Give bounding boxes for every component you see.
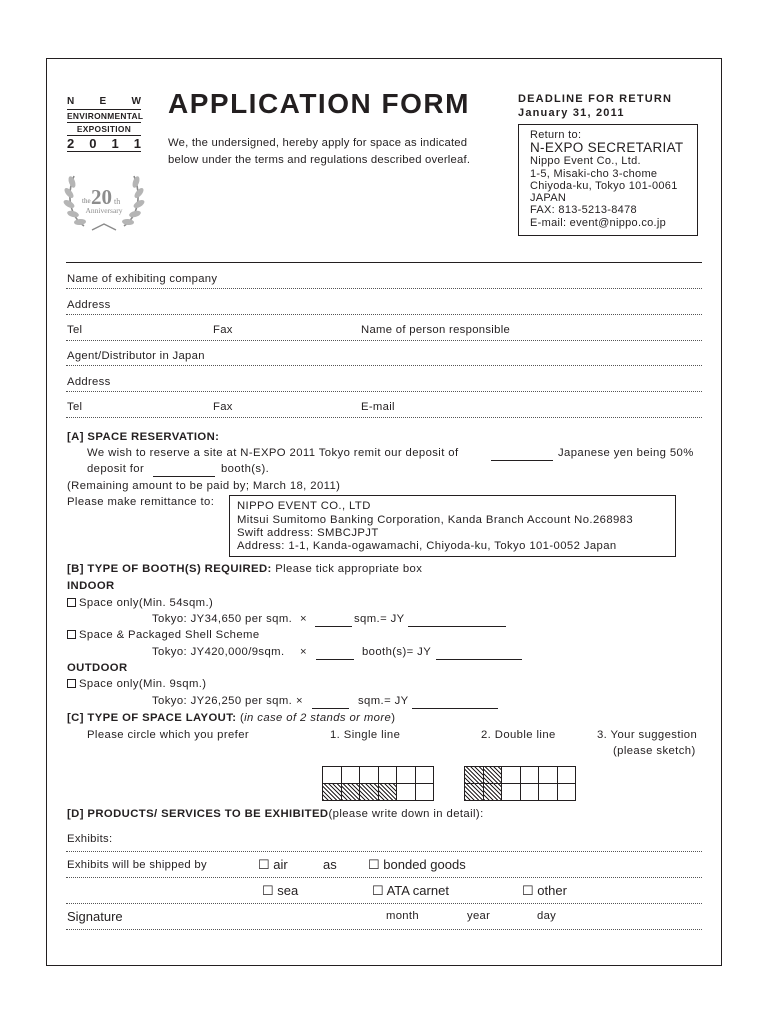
return-line: Chiyoda-ku, Tokyo 101-0061 (530, 180, 678, 192)
return-line: JAPAN (530, 192, 567, 204)
option-label: bonded goods (383, 857, 466, 872)
field-line (66, 340, 702, 341)
checkbox-icon[interactable]: ☐ (262, 883, 274, 898)
option-label: other (537, 883, 567, 898)
agent-field[interactable]: Agent/Distributor in Japan (67, 350, 205, 362)
return-label: Return to: (530, 129, 582, 141)
unit-label: sqm.= JY (354, 613, 405, 625)
field-line (66, 929, 702, 930)
remittance-label: Please make remittance to: (67, 496, 215, 508)
field-line (66, 262, 702, 263)
checkbox-icon[interactable]: ☐ (372, 883, 384, 898)
option-label: ATA carnet (386, 883, 449, 898)
section-a-line1-end: Japanese yen being 50% (558, 447, 694, 459)
option-label: air (273, 857, 288, 872)
anniversary-the: the (82, 197, 91, 205)
double-line-diagram (464, 766, 576, 801)
ship-ata-option[interactable] (372, 883, 449, 899)
logo-new (67, 96, 141, 107)
amount-blank[interactable] (436, 659, 522, 660)
times-sign: × (296, 695, 303, 707)
logo-letter: N (67, 96, 75, 107)
remittance-line: Mitsui Sumitomo Banking Corporation, Kanda Branch Account No.268983 (237, 514, 634, 526)
signature-month[interactable]: month (386, 910, 419, 922)
single-line-diagram (322, 766, 434, 801)
space-shell-option[interactable] (67, 629, 260, 641)
logo-letter: W (131, 96, 141, 107)
times-sign: × (300, 646, 307, 658)
remittance-line: Swift address: SMBCJPJT (237, 527, 379, 539)
section-b-note: Please tick appropriate box (271, 563, 423, 575)
checkbox-icon[interactable] (67, 598, 76, 607)
section-a-line3: (Remaining amount to be paid by; March 18, 2011) (67, 480, 341, 492)
logo-year-digit: 1 (133, 136, 141, 151)
signature-field[interactable]: Signature (67, 909, 123, 924)
return-line: E-mail: event@nippo.co.jp (530, 217, 667, 229)
space-only-outdoor-option[interactable] (67, 678, 206, 690)
anniversary-th: th (114, 197, 121, 206)
logo-letter: E (99, 96, 107, 107)
checkbox-icon[interactable]: ☐ (258, 857, 270, 872)
return-name: N-EXPO SECRETARIAT (530, 140, 684, 155)
booth-count-blank[interactable] (153, 476, 215, 477)
booth-blank[interactable] (316, 659, 354, 660)
logo-exposition: EXPOSITION (76, 124, 132, 134)
signature-day[interactable]: day (537, 910, 557, 922)
address-field[interactable]: Address (67, 299, 111, 311)
return-line: FAX: 813-5213-8478 (530, 204, 637, 216)
field-line (66, 903, 702, 904)
field-line (66, 417, 702, 418)
section-b-title: [B] TYPE OF BOOTH(S) REQUIRED: (67, 563, 272, 575)
field-line (66, 851, 702, 852)
logo-year-digit: 2 (67, 136, 75, 151)
field-line (66, 314, 702, 315)
logo-year (67, 136, 141, 151)
option-label: Space & Packaged Shell Scheme (79, 629, 260, 641)
option-label: Space only(Min. 54sqm.) (79, 597, 214, 609)
layout-prompt: Please circle which you prefer (87, 729, 250, 741)
section-d-note: (please write down in detail): (328, 808, 484, 820)
section-a-heading: [A] SPACE RESERVATION: (67, 431, 220, 443)
section-c-heading: [C] TYPE OF SPACE LAYOUT: (in case of 2 stands or more) (67, 712, 396, 724)
logo-year-digit: 1 (111, 136, 119, 151)
checkbox-icon[interactable] (67, 679, 76, 688)
amount-blank[interactable] (412, 708, 498, 709)
logo-environmental: ENVIRONMENTAL (67, 111, 144, 121)
times-sign: × (300, 613, 307, 625)
section-c-title: [C] TYPE OF SPACE LAYOUT: (67, 712, 237, 724)
logo-year-digit: 0 (89, 136, 97, 151)
logo-rule (67, 151, 141, 152)
section-a-line2: deposit for (87, 463, 145, 475)
sqm-blank[interactable] (315, 626, 352, 627)
intro-line-1: We, the undersigned, hereby apply for space as indicated (168, 137, 468, 149)
field-line (66, 365, 702, 366)
field-line (66, 877, 702, 878)
company-name-field[interactable]: Name of exhibiting company (67, 273, 218, 285)
option-label: Space only(Min. 9sqm.) (79, 678, 207, 690)
price-line: Tokyo: JY34,650 per sqm. (152, 613, 293, 625)
fax-field[interactable]: Fax (213, 324, 233, 336)
price-line: Tokyo: JY420,000/9sqm. (152, 646, 285, 658)
person-responsible-field[interactable]: Name of person responsible (361, 324, 511, 336)
deposit-amount-blank[interactable] (491, 460, 553, 461)
tel-field[interactable]: Tel (67, 324, 83, 336)
sqm-blank[interactable] (312, 708, 349, 709)
section-a-line2-end: booth(s). (221, 463, 270, 475)
form-title: APPLICATION FORM (168, 88, 470, 119)
layout-option-double[interactable]: 2. Double line (481, 729, 556, 741)
return-line: 1-5, Misaki-cho 3-chome (530, 168, 658, 180)
agent-fax-field[interactable]: Fax (213, 401, 233, 413)
anniversary-number: 20 (91, 185, 112, 209)
exhibits-field[interactable]: Exhibits: (67, 833, 113, 845)
shipped-by-label: Exhibits will be shipped by (67, 859, 207, 871)
agent-email-field[interactable]: E-mail (361, 401, 395, 413)
unit-label: sqm.= JY (358, 695, 409, 707)
agent-address-field[interactable]: Address (67, 376, 111, 388)
remittance-line: Address: 1-1, Kanda-ogawamachi, Chiyoda-ku, Tokyo 101-0052 Japan (237, 540, 617, 552)
ship-bonded-option[interactable] (368, 857, 466, 873)
deadline-label: DEADLINE FOR RETURN (518, 93, 673, 105)
layout-option-suggestion[interactable]: 3. Your suggestion (597, 729, 698, 741)
ship-as-label: as (323, 857, 337, 872)
ship-air-option[interactable] (258, 857, 288, 873)
logo-rule (67, 122, 141, 123)
layout-suggestion-note: (please sketch) (613, 745, 696, 757)
signature-year[interactable]: year (467, 910, 491, 922)
deadline-date: January 31, 2011 (518, 107, 625, 119)
section-a-line1: We wish to reserve a site at N-EXPO 2011 Tokyo remit our deposit of (87, 447, 459, 459)
field-line (66, 288, 702, 289)
indoor-label: INDOOR (67, 580, 115, 592)
checkbox-icon[interactable]: ☐ (522, 883, 534, 898)
remittance-line: NIPPO EVENT CO., LTD (237, 500, 371, 512)
return-line: Nippo Event Co., Ltd. (530, 155, 641, 167)
amount-blank[interactable] (408, 626, 506, 627)
layout-option-single[interactable]: 1. Single line (330, 729, 401, 741)
checkbox-icon[interactable]: ☐ (368, 857, 380, 872)
space-only-indoor-option[interactable] (67, 597, 213, 609)
anniversary-laurel-icon (62, 160, 146, 238)
ship-sea-option[interactable] (262, 883, 298, 899)
ship-other-option[interactable] (522, 883, 567, 899)
anniversary-word: Anniversary (85, 206, 123, 215)
unit-label: booth(s)= JY (362, 646, 432, 658)
section-c-note: in case of 2 stands or more (244, 712, 392, 724)
section-b-heading (67, 563, 422, 575)
checkbox-icon[interactable] (67, 630, 76, 639)
field-line (66, 391, 702, 392)
logo-rule (67, 109, 141, 110)
intro-line-2: below under the terms and regulations described overleaf. (168, 154, 471, 166)
price-line: Tokyo: JY26,250 per sqm. (152, 695, 293, 707)
section-d-heading (67, 808, 484, 820)
option-label: sea (277, 883, 299, 898)
outdoor-label: OUTDOOR (67, 662, 128, 674)
section-d-title: [D] PRODUCTS/ SERVICES TO BE EXHIBITED (67, 808, 329, 820)
agent-tel-field[interactable]: Tel (67, 401, 83, 413)
